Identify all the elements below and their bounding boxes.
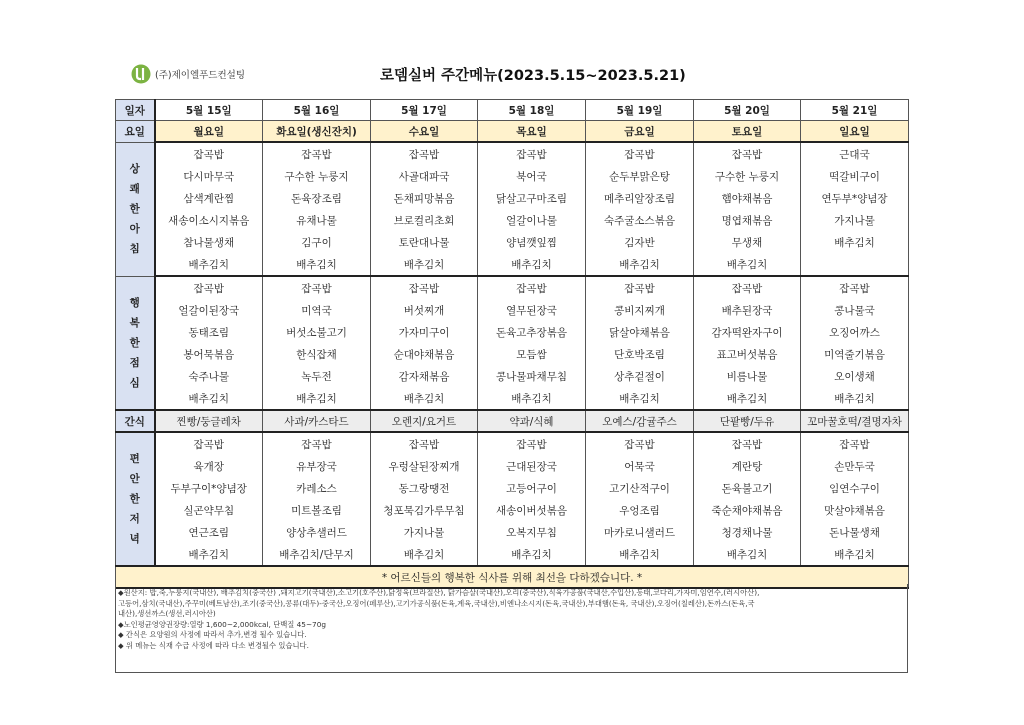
dish-cell: 배추김치 (694, 387, 801, 410)
dinner-row (116, 543, 909, 566)
dish-cell: 닭살고구마조림 (478, 187, 586, 209)
dish-cell: 배추된장국 (694, 299, 801, 321)
dish-cell: 배추김치 (478, 253, 586, 276)
dish-cell: 녹두전 (263, 365, 371, 387)
dish-cell: 배추김치/단무지 (263, 543, 371, 566)
dish-cell: 단호박조림 (586, 343, 694, 365)
lunch-row (116, 365, 909, 387)
company-logo-icon (131, 63, 151, 85)
closing-note: * 어르신들의 행복한 식사를 위해 최선을 다하겠습니다. * (116, 566, 909, 588)
dish-cell: 육개장 (155, 455, 263, 477)
date-cell: 5월 17일 (371, 100, 478, 121)
snack-cell: 단팥빵/두유 (694, 410, 801, 432)
dish-cell: 연근조림 (155, 521, 263, 543)
breakfast-row (116, 209, 909, 231)
dish-cell: 어묵국 (586, 455, 694, 477)
dish-cell: 모듬쌈 (478, 343, 586, 365)
dinner-row (116, 499, 909, 521)
dish-cell: 양념깻잎찜 (478, 231, 586, 253)
dish-cell: 잡곡밥 (263, 432, 371, 455)
dish-cell: 다시마무국 (155, 165, 263, 187)
dish-cell: 배추김치 (694, 253, 801, 276)
date-cell: 5월 20일 (694, 100, 801, 121)
dish-cell: 잡곡밥 (478, 142, 586, 165)
lunch-label-char: 점 (129, 356, 140, 369)
dish-cell: 우렁살된장찌개 (371, 455, 478, 477)
snack-cell: 약과/식혜 (478, 410, 586, 432)
dish-cell: 배추김치 (478, 387, 586, 410)
dinner-label (116, 432, 155, 566)
snack-cell: 찐빵/둥글레차 (155, 410, 263, 432)
breakfast-row (116, 142, 909, 165)
footer-notes (115, 584, 908, 673)
dish-cell: 미역줄기볶음 (801, 343, 909, 365)
dish-cell: 미트볼조림 (263, 499, 371, 521)
dinner-row (116, 521, 909, 543)
dish-cell: 잡곡밥 (263, 142, 371, 165)
date-cell: 5월 18일 (478, 100, 586, 121)
dish-cell: 손만두국 (801, 455, 909, 477)
weekday-cell: 금요일 (586, 121, 694, 143)
dish-cell: 표고버섯볶음 (694, 343, 801, 365)
dish-cell: 얼갈이된장국 (155, 299, 263, 321)
dish-cell: 유부장국 (263, 455, 371, 477)
breakfast-section (116, 142, 909, 276)
dish-cell: 청포묵김가루무침 (371, 499, 478, 521)
dish-cell: 유채나물 (263, 209, 371, 231)
dish-cell: 청경채나물 (694, 521, 801, 543)
date-cell: 5월 19일 (586, 100, 694, 121)
company-name: (주)제이엘푸드컨설팅 (155, 70, 246, 81)
nutrition-note: ◆노인평균영양권장량:열량 1,600~2,000kcal, 단백질 45~70g (118, 619, 326, 629)
dish-cell: 잡곡밥 (263, 276, 371, 299)
weekday-cell: 일요일 (801, 121, 909, 143)
dish-cell: 한식잡채 (263, 343, 371, 365)
dish-cell: 우엉조림 (586, 499, 694, 521)
weekday-label: 요일 (116, 121, 155, 143)
dish-cell: 오징어까스 (801, 321, 909, 343)
dish-cell: 가자미구이 (371, 321, 478, 343)
snack-row (116, 410, 909, 432)
weekday-cell: 월요일 (155, 121, 263, 143)
breakfast-label-char: 한 (129, 203, 140, 215)
dish-cell: 숙주나물 (155, 365, 263, 387)
dish-cell: 양상추샐러드 (263, 521, 371, 543)
dish-cell: 실곤약무침 (155, 499, 263, 521)
dish-cell: 배추김치 (371, 543, 478, 566)
weekday-cell: 토요일 (694, 121, 801, 143)
snack-label: 간식 (116, 410, 155, 432)
dish-cell: 오이생채 (801, 365, 909, 387)
lunch-row (116, 387, 909, 410)
dish-cell: 잡곡밥 (801, 432, 909, 455)
breakfast-row (116, 165, 909, 187)
dish-cell: 잡곡밥 (586, 432, 694, 455)
dish-cell: 순대야채볶음 (371, 343, 478, 365)
dish-cell: 배추김치 (586, 543, 694, 566)
dish-cell: 근대국 (801, 142, 909, 165)
weekday-cell: 목요일 (478, 121, 586, 143)
breakfast-row (116, 187, 909, 209)
snack-cell: 오렌지/요거트 (371, 410, 478, 432)
dinner-row (116, 432, 909, 455)
dish-cell: 배추김치 (263, 253, 371, 276)
lunch-row (116, 276, 909, 299)
dish-cell: 얼갈이나물 (478, 209, 586, 231)
dish-cell: 잡곡밥 (694, 276, 801, 299)
dish-cell: 잡곡밥 (586, 276, 694, 299)
dish-cell: 햄야채볶음 (694, 187, 801, 209)
dish-cell: 콩나물국 (801, 299, 909, 321)
dish-cell: 잡곡밥 (694, 142, 801, 165)
dish-cell: 마카로니샐러드 (586, 521, 694, 543)
dish-cell: 잡곡밥 (155, 142, 263, 165)
dish-cell: 잡곡밥 (801, 276, 909, 299)
snack-change-note: ◆ 간식은 요양원의 사정에 따라서 추가,변경 될수 있습니다. (118, 630, 307, 640)
origin-note: 내산),생선까스(생선,러시아산) (118, 609, 216, 619)
company-logo (131, 63, 245, 85)
dish-cell: 고기산적구이 (586, 477, 694, 499)
dish-cell: 순두부맑은탕 (586, 165, 694, 187)
weekday-row (116, 121, 909, 143)
dish-cell: 돈육불고기 (694, 477, 801, 499)
dish-cell: 배추김치 (155, 543, 263, 566)
dish-cell: 잡곡밥 (371, 276, 478, 299)
dish-cell: 버섯찌개 (371, 299, 478, 321)
lunch-label-char: 한 (129, 336, 140, 349)
breakfast-row (116, 253, 909, 276)
dish-cell: 북어국 (478, 165, 586, 187)
dinner-label-char: 한 (129, 493, 140, 505)
dish-cell: 임연수구이 (801, 477, 909, 499)
dish-cell: 배추김치 (371, 387, 478, 410)
weekday-cell: 화요일(생신잔치) (263, 121, 371, 143)
dish-cell: 죽순채야채볶음 (694, 499, 801, 521)
dish-cell: 근대된장국 (478, 455, 586, 477)
weekday-cell: 수요일 (371, 121, 478, 143)
dinner-label-char: 녁 (129, 533, 140, 545)
dish-cell: 배추김치 (478, 543, 586, 566)
dish-cell: 봉어묵볶음 (155, 343, 263, 365)
dish-cell: 배추김치 (155, 387, 263, 410)
dish-cell: 숙주굴소스볶음 (586, 209, 694, 231)
menu-change-note: ◆ 위 메뉴는 식재 수급 사정에 따라 다소 변경될수 있습니다. (118, 640, 309, 650)
dish-cell: 두부구이*양념장 (155, 477, 263, 499)
dish-cell: 상추겉절이 (586, 365, 694, 387)
dish-cell: 잡곡밥 (371, 142, 478, 165)
lunch-section (116, 276, 909, 410)
dish-cell: 가지나물 (801, 209, 909, 231)
dish-cell: 동그랑땡전 (371, 477, 478, 499)
dish-cell: 배추김치 (263, 387, 371, 410)
dish-cell: 버섯소불고기 (263, 321, 371, 343)
lunch-label-char: 행 (129, 296, 140, 309)
dish-cell: 명엽채볶음 (694, 209, 801, 231)
dish-cell: 새송이소시지볶음 (155, 209, 263, 231)
dinner-row (116, 477, 909, 499)
dish-cell: 김구이 (263, 231, 371, 253)
dish-cell: 무생채 (694, 231, 801, 253)
dish-cell: 연두부*양념장 (801, 187, 909, 209)
dish-cell: 가지나물 (371, 521, 478, 543)
date-row (116, 100, 909, 121)
dish-cell: 동태조림 (155, 321, 263, 343)
breakfast-row (116, 231, 909, 253)
dish-cell: 카레소스 (263, 477, 371, 499)
dish-cell: 떡갈비구이 (801, 165, 909, 187)
dish-cell: 김자반 (586, 231, 694, 253)
dinner-label-char: 편 (129, 453, 140, 465)
origin-note: 고등어,삼치(국내산),주꾸미(베트남산),조기(중국산),콩류(대두)-중국산,오징어(페루산),고기가공식품(돈육,계육,국내산),비엔나소시지(돈육,국내산),부대햄(돈육, 국내산),오징어(칠레산),돈까스(돈육,국 (118, 598, 755, 608)
dish-cell: 돈육장조림 (263, 187, 371, 209)
lunch-label (116, 276, 155, 410)
dish-cell: 새송이버섯볶음 (478, 499, 586, 521)
date-cell: 5월 21일 (801, 100, 909, 121)
dinner-label-char: 안 (129, 473, 140, 485)
dinner-section (116, 432, 909, 566)
dish-cell: 오복지무침 (478, 521, 586, 543)
dish-cell: 돈나물생채 (801, 521, 909, 543)
dish-cell: 배추김치 (371, 253, 478, 276)
dish-cell: 잡곡밥 (478, 432, 586, 455)
dish-cell: 구수한 누룽지 (694, 165, 801, 187)
dish-cell: 돈채피망볶음 (371, 187, 478, 209)
dish-cell: 사골대파국 (371, 165, 478, 187)
snack-cell: 오예스/감귤주스 (586, 410, 694, 432)
dish-cell: 콩나물파채무침 (478, 365, 586, 387)
dinner-row (116, 455, 909, 477)
dish-cell: 열무된장국 (478, 299, 586, 321)
dish-cell: 잡곡밥 (155, 432, 263, 455)
lunch-label-char: 복 (129, 316, 140, 329)
dish-cell: 닭살야채볶음 (586, 321, 694, 343)
dish-cell: 배추김치 (586, 387, 694, 410)
dish-cell: 잡곡밥 (155, 276, 263, 299)
dish-cell: 맛살야채볶음 (801, 499, 909, 521)
snack-cell: 사과/카스타드 (263, 410, 371, 432)
breakfast-label-char: 아 (129, 223, 140, 235)
dish-cell: 잡곡밥 (371, 432, 478, 455)
lunch-label-char: 심 (129, 376, 140, 389)
dish-cell: 미역국 (263, 299, 371, 321)
breakfast-label-char: 쾌 (129, 183, 140, 195)
date-cell: 5월 16일 (263, 100, 371, 121)
lunch-row (116, 343, 909, 365)
dinner-label-char: 저 (129, 513, 140, 525)
lunch-row (116, 321, 909, 343)
dish-cell: 잡곡밥 (694, 432, 801, 455)
dish-cell: 잡곡밥 (586, 142, 694, 165)
dish-cell: 배추김치 (801, 231, 909, 253)
dish-cell: 잡곡밥 (478, 276, 586, 299)
breakfast-label-char: 상 (129, 163, 140, 175)
dish-cell: 토란대나물 (371, 231, 478, 253)
dish-cell: 배추김치 (801, 387, 909, 410)
dish-cell: 배추김치 (586, 253, 694, 276)
dish-cell: 감자떡완자구이 (694, 321, 801, 343)
dish-cell: 참나물생채 (155, 231, 263, 253)
dish-cell (801, 253, 909, 276)
weekly-menu-table (115, 99, 909, 589)
breakfast-label (116, 142, 155, 276)
lunch-row (116, 299, 909, 321)
dish-cell: 메추리알장조림 (586, 187, 694, 209)
dish-cell: 돈육고추장볶음 (478, 321, 586, 343)
breakfast-label-char: 침 (129, 243, 140, 255)
dish-cell: 브로컬리초회 (371, 209, 478, 231)
dish-cell: 계란탕 (694, 455, 801, 477)
dish-cell: 배추김치 (694, 543, 801, 566)
origin-note: ◆원산지: 밥,죽,누룽지(국내산), 배추김치(중국산) ,돼지고기(국내산),소고기(호주산),닭정육(브라질산), 닭가슴살(국내산),오리(중국산),식육가공품(국내산,수입산),동태,코다리,가자미,임연수,(러시아산), (118, 588, 760, 597)
page-title: 로뎀실버 주간메뉴(2023.5.15~2023.5.21) (380, 68, 686, 84)
dish-cell: 콩비지찌개 (586, 299, 694, 321)
dish-cell: 감자채볶음 (371, 365, 478, 387)
snack-cell: 꼬마꿀호떡/결명자차 (801, 410, 909, 432)
dish-cell: 구수한 누룽지 (263, 165, 371, 187)
dish-cell: 비름나물 (694, 365, 801, 387)
dish-cell: 배추김치 (801, 543, 909, 566)
dish-cell: 고등어구이 (478, 477, 586, 499)
dish-cell: 삼색계란찜 (155, 187, 263, 209)
dish-cell: 배추김치 (155, 253, 263, 276)
date-cell: 5월 15일 (155, 100, 263, 121)
date-label: 일자 (116, 100, 155, 121)
